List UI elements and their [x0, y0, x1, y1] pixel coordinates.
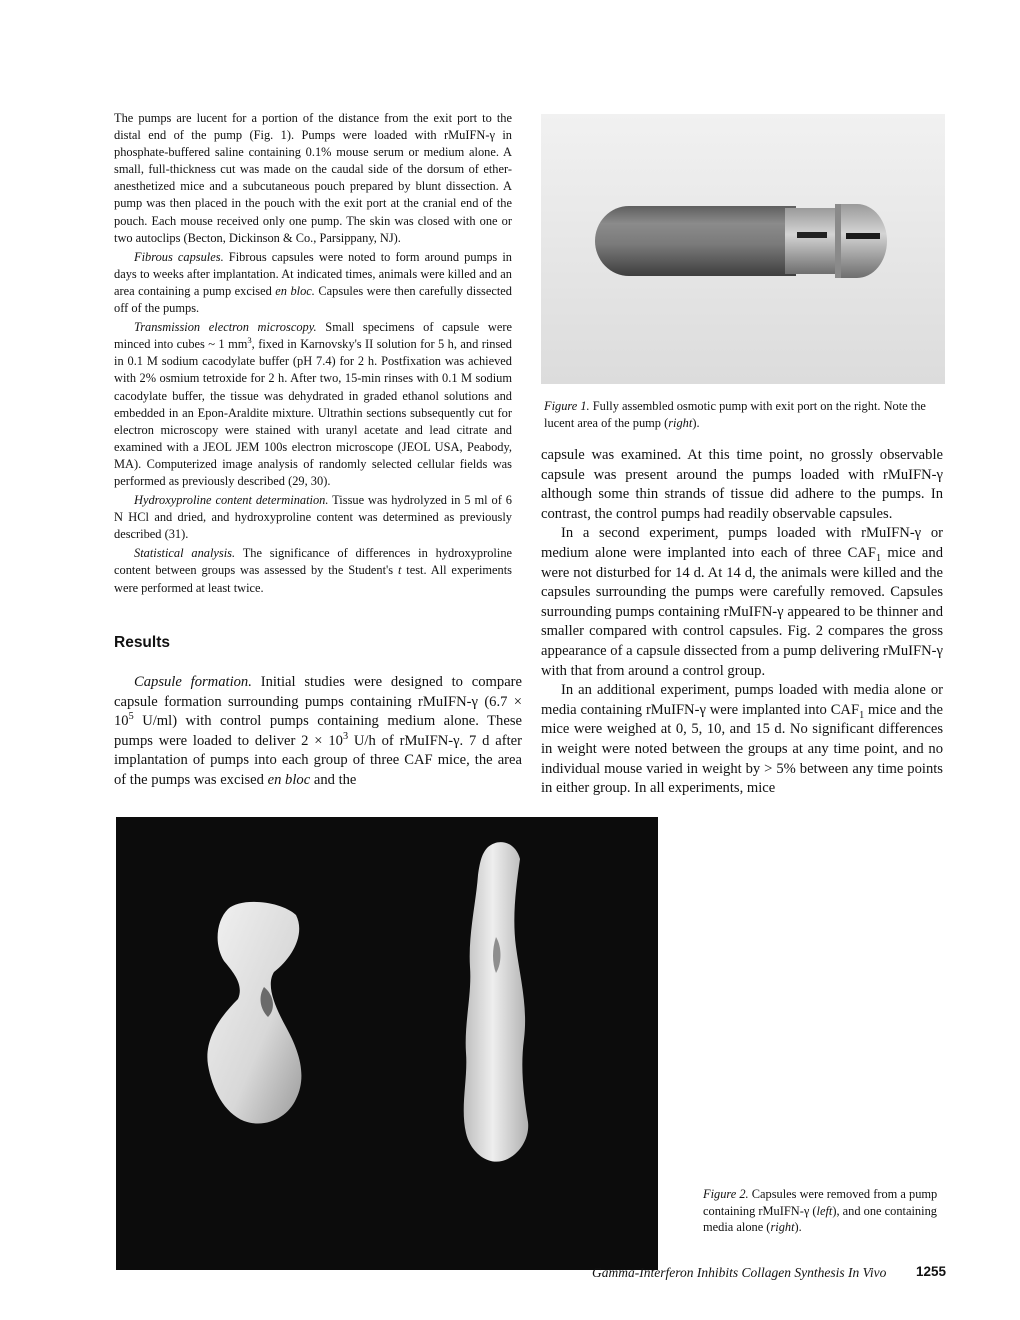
statistical-text-b: test. All experiments were performed at least twice. — [114, 563, 512, 595]
fibrous-text-b: Capsules were then carefully dissected off of the pumps. — [114, 283, 512, 316]
hydroxyproline-heading: Hydroxyproline content determination. — [134, 493, 329, 508]
running-footer-title: Gamma-Interferon Inhibits Collagen Synthesis In Vivo — [592, 1265, 887, 1280]
hydroxyproline-paragraph — [114, 492, 512, 543]
second-experiment-text-b: mice and were not disturbed for 14 d. At 14 d, the animals were killed and the capsules surrounding the pumps were carefully removed. Capsules surrounding pumps containing rMuIFN-γ appeared to be thinner and smaller compared with control capsules. Fig. 2 compares the gross appearance of a capsule dissected from a pump delivering rMuIFN-γ with that from around a control group. — [541, 544, 943, 679]
figure-2-caption-text-b: ), and one containing media alone ( — [703, 1203, 937, 1235]
capsule-text-italic: en bloc — [267, 771, 311, 788]
figure-2-label: Figure 2. — [703, 1187, 749, 1201]
figure-1-caption — [544, 398, 944, 431]
capsule-text-a: Initial studies were designed to compare capsule formation surrounding pumps containing rMuIFN-γ (6.7 × 10 — [114, 674, 523, 730]
figure-2-caption — [703, 1186, 953, 1236]
figure-2-photo — [116, 817, 658, 1270]
results-column — [114, 673, 522, 791]
figure-1-photo — [541, 114, 945, 384]
capsules-image — [116, 817, 658, 1270]
fibrous-capsules-heading: Fibrous capsules. — [134, 249, 224, 264]
tem-text-a: Small specimens of capsule were minced into cubes ~ 1 mm — [114, 320, 512, 352]
figure-1-caption-text-a: Fully assembled osmotic pump with exit port on the right. Note the lucent area of the pump ( — [544, 399, 926, 430]
results-heading: Results — [114, 634, 170, 651]
additional-experiment-subscript: 1 — [859, 709, 865, 721]
capsule-superscript-2: 3 — [342, 730, 349, 742]
figure-1-caption-italic: right — [668, 415, 693, 430]
capsule-text-d: and the — [313, 771, 357, 788]
fibrous-text-a: Fibrous capsules were noted to form around pumps in days to weeks after implantation. At indicated times, animals were killed and an area containing a pump excised — [114, 249, 512, 298]
capsule-text-c: U/h of rMuIFN-γ. 7 d after implantation of pumps into each group of three CAF mice, the area of the pumps was excised — [114, 732, 522, 788]
osmotic-pump-image — [541, 114, 945, 384]
capsule-text-b: U/ml) with control pumps containing medium alone. These pumps were loaded to deliver 2 × 10 — [114, 713, 522, 749]
figure-2-caption-text-a: Capsules were removed from a pump containing rMuIFN-γ ( — [703, 1187, 938, 1218]
statistical-text-a: The significance of differences in hydroxyproline content between groups was assessed by the Student's — [114, 546, 513, 578]
figure-1-label: Figure 1. — [544, 399, 590, 413]
tem-text-b: , fixed in Karnovsky's II solution for 5 h, and rinsed in 0.1 M sodium cacodylate buffer (pH 7.4) for 2 h. Postfixation was achieved with 2% osmium tetroxide for 2 h. After two, 15-min rinses with 0.1 M sodium cacodylate buffer, the tissue was dehydrated in graded ethanol solutions and embedded in an Epon-Araldite mixture. Ultrathin sections subsequently cut for electron microscopy were stained with uranyl acetate and lead citrate and examined with a JEOL JEM 100s electron microscope (JEOL USA, Peabody, MA). Computerized image analysis of randomly selected cellular fields was performed as previously described (29, 30). — [114, 337, 512, 488]
figure-2-caption-text-c: ). — [794, 1220, 802, 1235]
hydroxyproline-text: Tissue was hydrolyzed in 5 ml of 6 N HCl and dried, and hydroxyproline content was determined as previously described (31). — [114, 493, 512, 542]
second-experiment-paragraph — [541, 524, 943, 681]
tem-heading: Transmission electron microscopy. — [134, 320, 317, 335]
capsule-examined-paragraph: capsule was examined. At this time point, no grossly observable capsule was present around the pumps loaded with rMuIFN-γ although some thin strands of tissue did adhere to the pumps. In contrast, the control pumps had readily observable capsules. — [541, 447, 943, 522]
statistical-paragraph — [114, 545, 512, 596]
fibrous-text-italic: en bloc. — [275, 283, 315, 298]
tem-superscript: 3 — [247, 335, 252, 346]
capsule-superscript-1: 5 — [128, 711, 134, 723]
additional-experiment-text-b: mice and the mice were weighed at 0, 5, 10, and 15 d. No significant differences in weight were noted between the groups at any time point, and no individual mouse varied in weight by > 5% between any time points in either group. In all experiments, mice — [541, 701, 943, 797]
additional-experiment-paragraph — [541, 681, 943, 799]
second-experiment-text-a: In a second experiment, pumps loaded with rMuIFN-γ or medium alone were implanted into each of three CAF — [541, 525, 943, 561]
results-right-column — [541, 446, 943, 799]
figure-1-caption-text-b: ). — [692, 415, 700, 430]
statistical-text-italic: t — [397, 563, 402, 578]
figure-2-caption-italic-right: right — [770, 1220, 795, 1235]
methods-column — [114, 110, 512, 597]
figure-2-caption-italic-left: left — [816, 1203, 833, 1218]
page-number: 1255 — [916, 1264, 947, 1279]
fibrous-capsules-paragraph — [114, 249, 512, 317]
capsule-formation-heading: Capsule formation. — [134, 674, 252, 690]
statistical-heading: Statistical analysis. — [134, 546, 236, 561]
additional-experiment-text-a: In an additional experiment, pumps loaded with media alone or media containing rMuIFN-γ were implanted into CAF — [541, 682, 943, 718]
second-experiment-subscript: 1 — [876, 552, 882, 564]
tem-paragraph — [114, 319, 512, 490]
capsule-formation-paragraph — [114, 673, 522, 791]
pump-implantation-paragraph: The pumps are lucent for a portion of the distance from the exit port to the distal end of the pump (Fig. 1). Pumps were loaded with rMuIFN-γ in phosphate-buffered saline containing 0.1% mouse serum or medium alone. A small, full-thickness cut was made on the caudal side of the dorsum of ether-anesthetized mice and a subcutaneous pouch prepared by blunt dissection. A pump was then placed in the pouch with the exit port at the cranial end of the pouch. Each mouse received only one pump. The skin was closed with one or two autoclips (Becton, Dickinson & Co., Parsippany, NJ). — [114, 111, 512, 245]
